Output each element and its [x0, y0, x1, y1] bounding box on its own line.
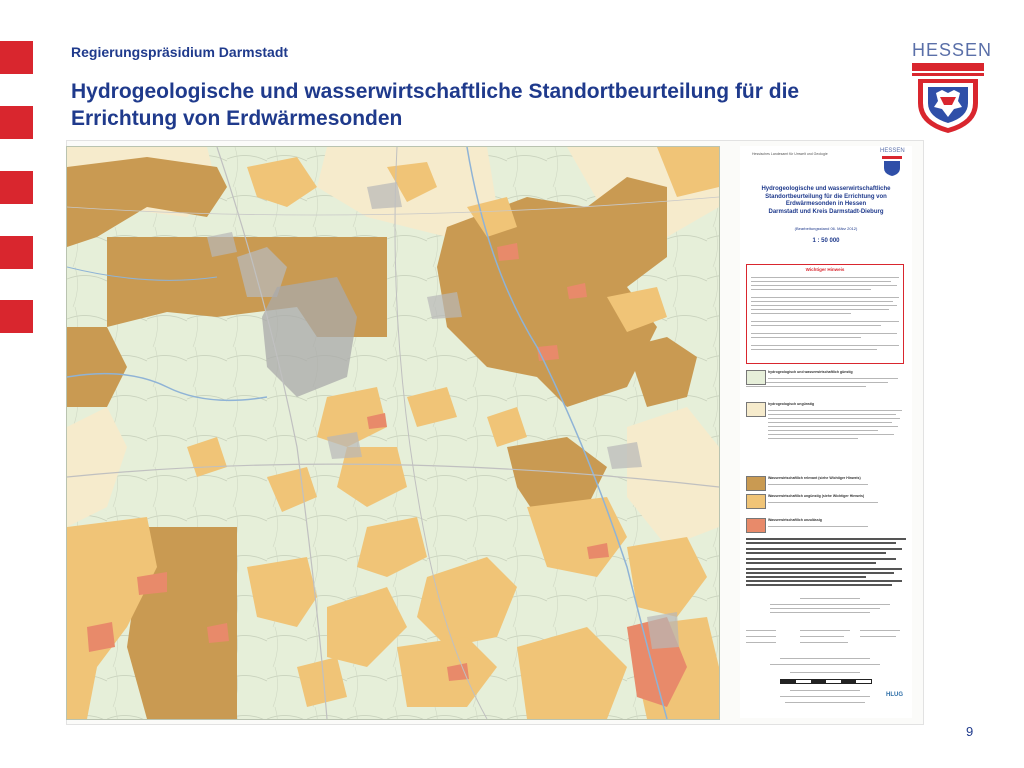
suitability-map — [67, 147, 719, 719]
legend-text-line — [746, 562, 876, 564]
legend-text-line — [746, 552, 886, 554]
accent-bar — [0, 41, 33, 74]
warning-text-line — [751, 301, 893, 302]
legend-swatch-favourable — [746, 370, 766, 385]
legend-text-line — [746, 568, 902, 570]
warning-text-line — [751, 277, 899, 278]
warning-text-line — [751, 337, 861, 338]
hessen-logo-text: HESSEN — [912, 40, 993, 60]
organization-name: Regierungspräsidium Darmstadt — [71, 44, 289, 60]
legend-text-line — [790, 690, 860, 691]
legend-text-line — [768, 378, 898, 379]
legend-title-line: Darmstadt und Kreis Darmstadt-Dieburg — [768, 208, 884, 215]
warning-text-line — [751, 349, 877, 350]
warning-text-line — [751, 305, 897, 306]
legend-text-line — [746, 548, 902, 550]
legend-swatch-relevant — [746, 476, 766, 491]
warning-text-line — [751, 321, 899, 322]
legend-text-line — [746, 580, 902, 582]
legend-text-line — [768, 430, 878, 431]
legend-text-line — [746, 636, 776, 637]
legend-swatch-unfavourable — [746, 402, 766, 417]
map-image — [66, 146, 720, 720]
legend-category-label: Wasserwirtschaftlich ungünstig (siehe Wichtiger Hinweis) — [768, 494, 865, 498]
accent-bar — [0, 300, 33, 333]
legend-warning-title: Wichtiger Hinweis — [805, 267, 845, 272]
legend-text-line — [770, 608, 880, 609]
legend-category-label: Wasserwirtschaftlich relevant (siehe Wichtiger Hinweis) — [768, 476, 861, 480]
legend-text-line — [770, 604, 890, 605]
legend-text-line — [746, 538, 906, 540]
legend-swatch-unzulaessig — [746, 518, 766, 533]
hessen-crest-icon — [912, 63, 984, 135]
legend-text-line — [768, 438, 858, 439]
legend-swatch-ungunstig — [746, 494, 766, 509]
warning-text-line — [751, 285, 897, 286]
legend-text-line — [785, 702, 865, 703]
legend-title-line: Erdwärmesonden in Hessen — [785, 201, 867, 207]
legend-text-line — [860, 636, 896, 637]
legend-text-line — [768, 418, 900, 419]
legend-text-line — [768, 502, 878, 503]
legend-text-line — [780, 696, 870, 697]
legend-text-line — [746, 558, 896, 560]
legend-title-line: Hydrogeologische und wasserwirtschaftliche — [761, 186, 891, 192]
legend-scalebar — [780, 679, 872, 684]
legend-hessen-text: HESSEN — [880, 148, 905, 154]
accent-bar — [0, 236, 33, 269]
legend-text-line — [746, 572, 894, 574]
legend-text-line — [746, 576, 866, 578]
legend-crest-icon — [882, 156, 902, 176]
legend-text-line — [768, 484, 868, 485]
warning-text-line — [751, 333, 897, 334]
legend-hlug-logo: HLUG — [886, 692, 903, 698]
legend-category-label: Wasserwirtschaftlich unzulässig — [768, 518, 822, 522]
legend-scale: 1 : 50 000 — [812, 238, 840, 244]
legend-text-line — [768, 526, 868, 527]
legend-title-line: Standortbeurteilung für die Errichtung von — [765, 193, 887, 200]
warning-text-line — [751, 309, 889, 310]
legend-text-line — [800, 630, 850, 631]
legend-text-line — [746, 642, 776, 643]
legend-text-line — [768, 422, 892, 423]
warning-text-line — [751, 313, 851, 314]
warning-text-line — [751, 281, 891, 282]
legend-text-line — [860, 630, 900, 631]
legend-text-line — [770, 612, 870, 613]
legend-agency-text: Hessisches Landesamt für Umwelt und Geologie — [752, 152, 828, 156]
page-number: 9 — [966, 724, 974, 739]
warning-text-line — [751, 325, 881, 326]
legend-text-line — [746, 542, 896, 544]
legend-text-line — [746, 584, 892, 586]
legend-text-line — [768, 414, 896, 415]
warning-text-line — [751, 345, 899, 346]
legend-text-line — [770, 664, 880, 665]
slide-title: Hydrogeologische und wasserwirtschaftliche Standortbeurteilung für die Errichtung von Erdwärmesonden — [71, 80, 800, 130]
legend-text-line — [800, 598, 860, 599]
legend-category-label: hydrogeologisch ungünstig — [768, 402, 815, 406]
legend-text-line — [790, 672, 860, 673]
legend-text-line — [746, 386, 866, 387]
warning-text-line — [751, 289, 871, 290]
warning-text-line — [751, 297, 899, 298]
map-legend — [740, 146, 912, 718]
legend-text-line — [780, 658, 870, 659]
accent-bar — [0, 171, 33, 204]
legend-status: (Bearbeitungsstand 06. März 2012) — [794, 226, 858, 231]
legend-warning-box — [746, 264, 904, 364]
legend-text-line — [768, 426, 898, 427]
legend-category-label: hydrogeologisch und wasserwirtschaftlich günstig — [768, 370, 853, 374]
legend-text-line — [746, 630, 776, 631]
legend-text-line — [800, 636, 844, 637]
legend-text-line — [768, 382, 888, 383]
legend-text-line — [800, 642, 848, 643]
accent-bar — [0, 106, 33, 139]
legend-text-line — [768, 434, 894, 435]
legend-map-title — [740, 186, 912, 216]
legend-text-line — [768, 410, 902, 411]
